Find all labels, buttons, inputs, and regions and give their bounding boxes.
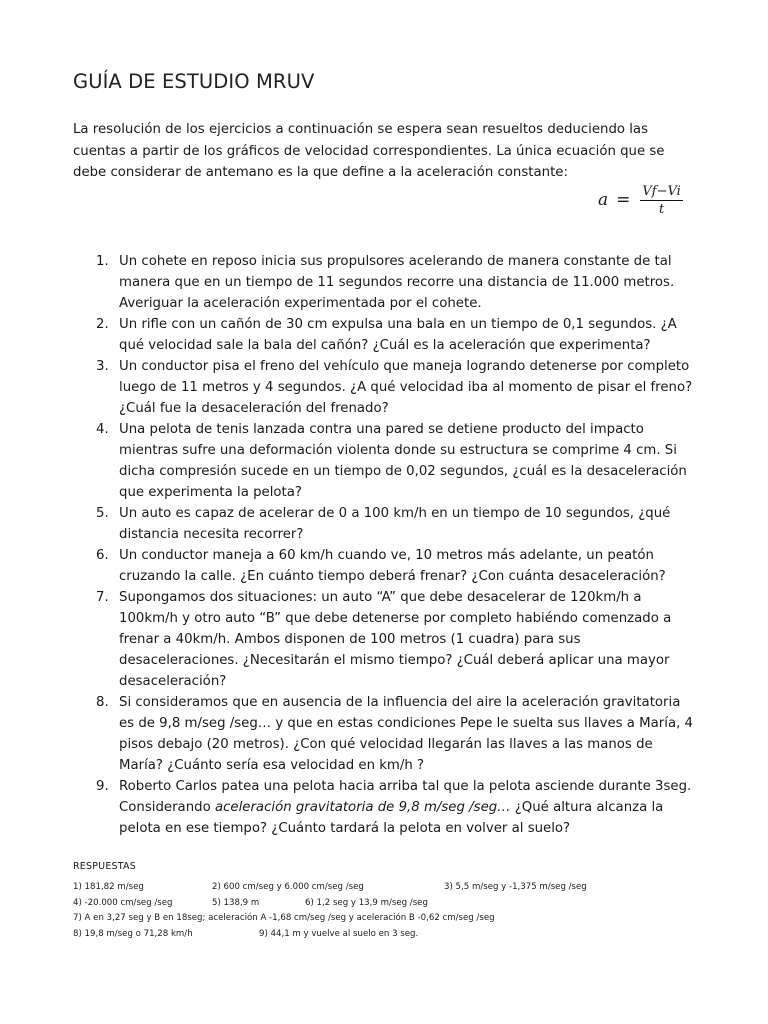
question-text: Un conductor maneja a 60 km/h cuando ve, 10 metros más adelante, un peatón cruzando la calle. ¿En cuánto tiempo deberá frenar? ¿Con cuánta desaceleración? (119, 548, 666, 584)
answer-5: 5) 138,9 m (212, 897, 260, 908)
intro-paragraph: La resolución de los ejercicios a continuación se espera sean resueltos deduciendo las cuentas a partir de los gráficos de velocidad correspondientes. La única ecuación que se debe considerar de antemano es la que define a la aceleración constante: (73, 122, 665, 180)
answer-1: 1) 181,82 m/seg (73, 882, 144, 892)
answer-8: 8) 19,8 m/seg o 71,28 km/h (73, 928, 193, 939)
question-text: Un cohete en reposo inicia sus propulsores acelerando de manera constante de tal manera que en un tiempo de 11 segundos recorre una distancia de 11.000 metros. Averiguar la aceleración experimentada por el cohete. (119, 254, 675, 311)
formula-lhs: a (598, 190, 609, 210)
question-number: 8. (96, 695, 109, 710)
question-number: 6. (96, 548, 109, 563)
formula-numerator: Vf−Vi (642, 183, 681, 199)
question-item (96, 251, 696, 314)
question-text: Si consideramos que en ausencia de la influencia del aire la aceleración gravitatoria es de 9,8 m/seg /seg… y que en estas condiciones Pepe le suelta sus llaves a María, 4 pisos debajo (20 metros). ¿Con qué velocidad llegarán las llaves a las manos de María? ¿Cuánto sería esa velocidad en km/h ? (119, 695, 694, 773)
question-number: 9. (96, 779, 109, 794)
question-text-italic: aceleración gravitatoria de 9,8 m/seg /seg… (214, 800, 511, 815)
question-item (96, 503, 696, 545)
question-text: Supongamos dos situaciones: un auto “A” que debe desacelerar de 120km/h a 100km/h y otro auto “B” que debe detenerse por completo habiéndo comenzado a frenar a 40km/h. Ambos disponen de 100 metros (1 cuadra) para sus desaceleraciones. ¿Necesitarán el mismo tiempo? ¿Cuál deberá aplicar una mayor desaceleración? (119, 590, 672, 689)
answer-3: 3) 5,5 m/seg y -1,375 m/seg /seg (444, 882, 587, 892)
answers-block (73, 880, 713, 942)
question-text: Un conductor pisa el freno del vehículo que maneja logrando detenerse por completo luego de 11 metros y 4 segundos. ¿A qué velocidad iba al momento de pisar el freno? ¿Cuál fue la desaceleración del frenado? (119, 359, 693, 416)
question-number: 3. (96, 359, 109, 374)
question-item (96, 776, 696, 839)
question-text: Una pelota de tenis lanzada contra una pared se detiene producto del impacto mientras sufre una deformación violenta donde su estructura se comprime 4 cm. Si dicha compresión sucede en un tiempo de 0,02 segundos, ¿cuál es la desaceleración que experimenta la pelota? (119, 422, 687, 500)
question-text-after: ¿Qué altura alcanza la pelota en ese tiempo? ¿Cuánto tardará la pelota en volver al suelo? (119, 800, 664, 836)
question-item (96, 314, 696, 356)
question-item (96, 587, 696, 692)
question-number: 7. (96, 590, 109, 605)
answer-2: 2) 600 cm/seg y 6.000 cm/seg /seg (212, 882, 364, 892)
acceleration-formula (598, 180, 683, 220)
question-item (96, 419, 696, 503)
formula-equals: = (616, 190, 631, 210)
answer-9: 9) 44,1 m y vuelve al suelo en 3 seg. (259, 928, 419, 939)
formula-denominator: t (658, 201, 665, 217)
question-text-before: Roberto Carlos patea una pelota hacia arriba tal que la pelota asciende durante 3seg. Considerando (119, 779, 692, 815)
answer-6: 6) 1,2 seg y 13,9 m/seg /seg (305, 897, 428, 908)
answers-row (73, 896, 713, 912)
page-title: GUÍA DE ESTUDIO MRUV (73, 70, 315, 93)
question-number: 1. (96, 254, 109, 269)
question-item (96, 545, 696, 587)
answers-row (73, 927, 713, 943)
question-text: Un rifle con un cañón de 30 cm expulsa una bala en un tiempo de 0,1 segundos. ¿A qué velocidad sale la bala del cañón? ¿Cuál es la aceleración que experimenta? (119, 317, 677, 353)
question-number: 2. (96, 317, 109, 332)
question-number: 4. (96, 422, 109, 437)
question-text: Un auto es capaz de acelerar de 0 a 100 km/h en un tiempo de 10 segundos, ¿qué distancia necesita recorrer? (119, 506, 671, 542)
formula-fraction (640, 184, 682, 217)
answers-row (73, 880, 713, 896)
answer-4: 4) -20.000 cm/seg /seg (73, 897, 173, 908)
question-number: 5. (96, 506, 109, 521)
question-item (96, 356, 696, 419)
questions-list (96, 251, 696, 839)
answers-row (73, 911, 713, 927)
question-item (96, 692, 696, 776)
answers-heading: RESPUESTAS (73, 861, 136, 872)
answer-7: 7) A en 3,27 seg y B en 18seg; aceleración A -1,68 cm/seg /seg y aceleración B -0,62 cm/seg /seg (73, 913, 495, 923)
